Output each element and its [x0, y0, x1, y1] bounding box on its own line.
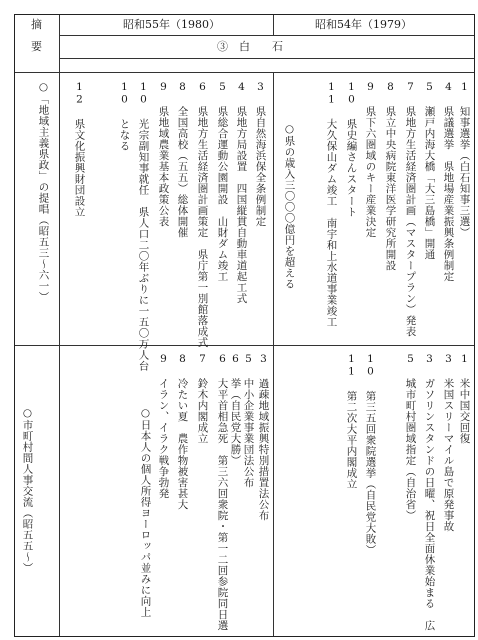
y1979-top-entry: 5 瀬戸内海大橋「大三島橋」開通: [423, 81, 436, 260]
summary-header-2: 要: [31, 40, 42, 53]
y1980-top-entry: 5 県総合運動公園開設 山財ダム竣工: [216, 81, 229, 282]
year-1979-header: 昭和54年（1979）: [315, 18, 412, 31]
y1980-top-entry: 10 光宗副知事就任 県人口二〇年ぶりに一五〇万人台: [137, 81, 150, 372]
y1980-top-entry: 6 県地方生活経済圏計画策定 県庁第一別館落成式: [196, 81, 209, 348]
y1979-bottom-entry: 3 ガソリンスタンドの日曜、祝日全面休業始まる 広: [423, 353, 436, 631]
header-divider: [59, 35, 474, 36]
y1980-top-entry: 9 県地域農業基本政策公表: [157, 81, 170, 227]
y1979-top-entry: 10 県史編さんスタート: [345, 81, 358, 218]
y1980-top-entry: 3 県自然海浜保全条例制定: [254, 81, 267, 227]
y1979-bottom-entry: 1 米中国交回復: [458, 353, 471, 444]
year-1980-header: 昭和55年（1980）: [123, 18, 220, 31]
y1979-top-entry: ○県の歳入三〇〇〇億円を超える: [283, 123, 296, 290]
y1979-top-entry: 11 大久保山ダム竣工 南宇和上水道事業竣工: [325, 81, 338, 328]
y1980-bottom-entry: 7 鈴木内閣成立: [196, 353, 209, 444]
y1980-bottom-entry: 8 冷たい夏 農作物被害甚大: [176, 353, 189, 510]
y1979-top-entry: 4 県議選挙 県地場産業振興条例制定: [442, 81, 455, 282]
summary-entry-1: ○「地域主義県政」の提唱（昭五三～六一）: [37, 81, 50, 303]
domestic-national-divider: [15, 345, 474, 346]
body-top-rule: [15, 72, 474, 73]
y1980-bottom-entry: ○日本人の個人所得ヨーロッパ並みに向上: [139, 407, 152, 618]
y1980-bottom-entry: 3 過疎地域振興特別措置法公布: [257, 353, 270, 521]
summary-header-1: 摘: [31, 18, 42, 31]
y1979-bottom-entry: 10 第三五回衆院選挙（自民党大敗）: [364, 353, 377, 556]
y1980-bottom-entry: 9 イラン、イラク戦争勃発: [157, 353, 170, 499]
region-header: ③ 白 石: [217, 40, 283, 53]
y1980-top-entry: 10 となる: [118, 81, 131, 152]
y1980-bottom-entry: 6 大平首相急死 第三六回衆院・第一二回参院同日選: [216, 353, 229, 631]
year-column-rule-top: [273, 15, 274, 35]
y1980-bottom-entry: 6 挙（自民党大勝）: [229, 353, 242, 466]
y1979-top-entry: 8 県立中央病院東洋医学研究所開設: [384, 81, 397, 271]
chronology-table: [14, 14, 475, 637]
y1980-top-entry: 12 県文化振興財団設立: [73, 81, 86, 218]
y1979-bottom-entry: 5 城市町村圏域指定（自治省）: [404, 353, 417, 521]
year-column-rule-body: [273, 72, 274, 636]
summary-entry-2: ○市町村間人事交流（昭五五～）: [21, 407, 34, 574]
y1979-bottom-entry: 11 第二次大平内閣成立: [345, 353, 358, 490]
y1979-bottom-entry: 3 米国スリーマイル島で原発事故: [442, 353, 455, 532]
region-divider: [59, 58, 474, 59]
y1979-top-entry: 7 県地方生活経済圏計画（マスタープラン）発表: [404, 81, 417, 337]
y1980-bottom-entry: 5 中小企業事業団法公布: [242, 353, 255, 488]
y1980-top-entry: 4 県地方局設置 四国縦貫自動車道起工式: [235, 81, 248, 304]
y1979-top-entry: 1 知事選挙（白石知事三選）: [458, 81, 471, 238]
summary-column-rule: [59, 15, 60, 636]
y1980-top-entry: 8 全国高校（五五）総体開催: [176, 81, 189, 238]
y1979-top-entry: 9 県下六圏域のキー産業決定: [364, 81, 377, 238]
